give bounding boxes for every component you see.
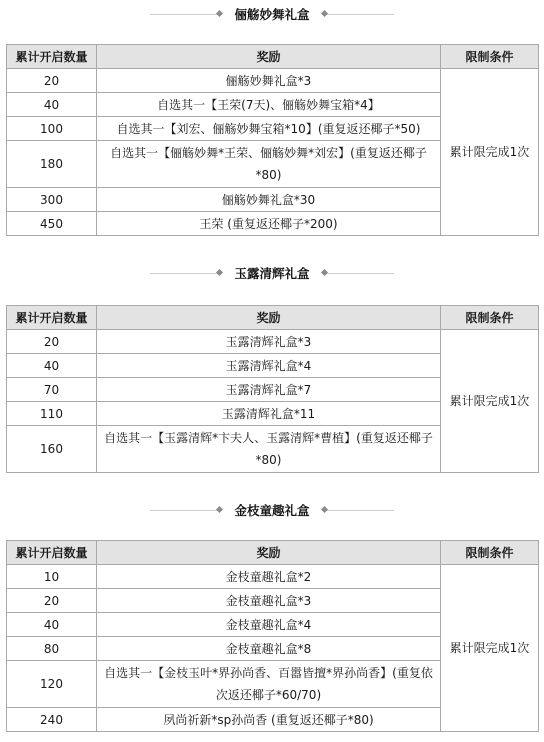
count-cell: 80: [7, 637, 97, 661]
count-cell: 20: [7, 330, 97, 354]
count-cell: 240: [7, 708, 97, 732]
header-reward: 奖励: [97, 45, 441, 69]
reward-cell: 金枝童趣礼盒*2: [97, 565, 441, 589]
limit-cell: 累计限完成1次: [441, 69, 539, 236]
reward-cell: 金枝童趣礼盒*8: [97, 637, 441, 661]
count-cell: 70: [7, 378, 97, 402]
reward-cell: 自选其一【玉露清辉*卞夫人、玉露清辉*曹植】(重复返还椰子*80): [97, 426, 441, 473]
reward-cell: 玉露清辉礼盒*7: [97, 378, 441, 402]
header-limit: 限制条件: [441, 306, 539, 330]
reward-cell: 俪觞妙舞礼盒*30: [97, 188, 441, 212]
count-cell: 120: [7, 661, 97, 708]
header-count: 累计开启数量: [7, 306, 97, 330]
reward-cell: 夙尚祈新*sp孙尚香 (重复返还椰子*80): [97, 708, 441, 732]
limit-cell: 累计限完成1次: [441, 330, 539, 473]
count-cell: 100: [7, 117, 97, 141]
header-limit: 限制条件: [441, 541, 539, 565]
title-divider-right: [324, 510, 394, 511]
count-cell: 300: [7, 188, 97, 212]
header-count: 累计开启数量: [7, 45, 97, 69]
count-cell: 20: [7, 589, 97, 613]
limit-cell: 累计限完成1次: [441, 565, 539, 732]
section-title-text: 俪觞妙舞礼盒: [234, 7, 310, 22]
title-divider-left: [150, 273, 220, 274]
section-title-3: [6, 500, 538, 520]
section-title-1: [6, 4, 538, 24]
table-header-row: [7, 306, 539, 330]
header-reward: 奖励: [97, 306, 441, 330]
count-cell: 110: [7, 402, 97, 426]
header-reward: 奖励: [97, 541, 441, 565]
count-cell: 20: [7, 69, 97, 93]
reward-table-2: [6, 305, 539, 473]
reward-cell: 玉露清辉礼盒*4: [97, 354, 441, 378]
reward-cell: 自选其一【金枝玉叶*界孙尚香、百嚣皆擅*界孙尚香】(重复依次返还椰子*60/70): [97, 661, 441, 708]
reward-cell: 自选其一【王荣(7天)、俪觞妙舞宝箱*4】: [97, 93, 441, 117]
reward-cell: 王荣 (重复返还椰子*200): [97, 212, 441, 236]
header-count: 累计开启数量: [7, 541, 97, 565]
title-divider-right: [324, 14, 394, 15]
reward-cell: 玉露清辉礼盒*11: [97, 402, 441, 426]
title-divider-right: [324, 273, 394, 274]
count-cell: 40: [7, 613, 97, 637]
header-limit: 限制条件: [441, 45, 539, 69]
reward-table-1: [6, 44, 539, 236]
count-cell: 40: [7, 93, 97, 117]
table-row: [7, 565, 539, 589]
table-header-row: [7, 45, 539, 69]
table-row: [7, 330, 539, 354]
reward-table-3: [6, 540, 539, 732]
table-header-row: [7, 541, 539, 565]
count-cell: 180: [7, 141, 97, 188]
reward-cell: 金枝童趣礼盒*3: [97, 589, 441, 613]
count-cell: 40: [7, 354, 97, 378]
reward-cell: 金枝童趣礼盒*4: [97, 613, 441, 637]
title-divider-left: [150, 14, 220, 15]
reward-cell: 自选其一【刘宏、俪觞妙舞宝箱*10】(重复返还椰子*50): [97, 117, 441, 141]
reward-cell: 玉露清辉礼盒*3: [97, 330, 441, 354]
count-cell: 10: [7, 565, 97, 589]
section-title-text: 玉露清辉礼盒: [234, 266, 310, 281]
reward-cell: 俪觞妙舞礼盒*3: [97, 69, 441, 93]
reward-cell: 自选其一【俪觞妙舞*王荣、俪觞妙舞*刘宏】(重复返还椰子*80): [97, 141, 441, 188]
count-cell: 160: [7, 426, 97, 473]
table-row: [7, 69, 539, 93]
section-title-2: [6, 263, 538, 283]
title-divider-left: [150, 510, 220, 511]
section-title-text: 金枝童趣礼盒: [234, 503, 310, 518]
count-cell: 450: [7, 212, 97, 236]
